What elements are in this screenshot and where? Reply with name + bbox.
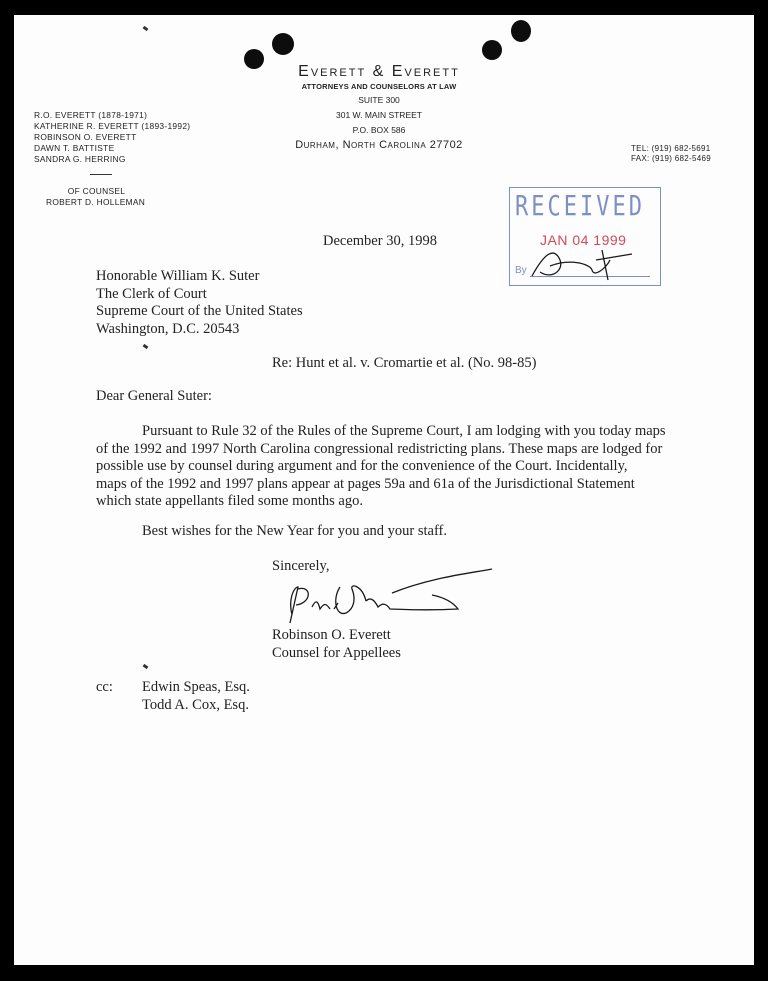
partner-name: SANDRA G. HERRING <box>34 154 126 164</box>
of-counsel-label: OF COUNSEL <box>67 186 126 196</box>
recipient-address <box>96 268 303 338</box>
handwritten-signature <box>282 563 502 633</box>
address-street: 301 W. MAIN STREET <box>336 110 422 120</box>
firm-name: Everett & Everett <box>298 63 460 80</box>
recipient-line: Honorable William K. Suter <box>96 268 260 284</box>
punch-hole <box>272 33 294 55</box>
recipient-line: Supreme Court of the United States <box>96 303 303 319</box>
cc-recipient: Todd A. Cox, Esq. <box>142 696 249 713</box>
signer-name: Robinson O. Everett <box>272 627 391 643</box>
stamp-received-text: RECEIVED <box>515 191 645 223</box>
of-counsel <box>34 186 159 208</box>
address-pobox: P.O. BOX 586 <box>352 125 406 135</box>
body-line: possible use by counsel during argument and for the convenience of the Court. Incidentally, <box>96 458 628 474</box>
of-counsel-name: ROBERT D. HOLLEMAN <box>46 197 146 207</box>
received-stamp <box>509 187 661 286</box>
contact-numbers <box>631 144 711 164</box>
partner-name: KATHERINE R. EVERETT (1893-1992) <box>34 121 191 131</box>
fax-number: FAX: (919) 682-5469 <box>631 154 711 163</box>
cc-list <box>142 679 250 714</box>
recipient-line: The Clerk of Court <box>96 285 207 302</box>
tel-number: TEL: (919) 682-5691 <box>631 144 711 153</box>
body-line: maps of the 1992 and 1997 plans appear at pages 59a and 61a of the Jurisdictional Statement <box>96 475 635 492</box>
scan-mark <box>143 26 149 31</box>
divider <box>90 174 112 175</box>
firm-address <box>284 93 474 153</box>
closing-sincerely: Sincerely, <box>272 558 330 574</box>
scan-mark <box>143 664 149 669</box>
letterhead <box>254 63 504 91</box>
partner-list <box>34 110 190 165</box>
salutation: Dear General Suter: <box>96 388 212 404</box>
address-suite: SUITE 300 <box>358 95 400 105</box>
letter-date: December 30, 1998 <box>323 233 437 249</box>
body-line: Pursuant to Rule 32 of the Rules of the Supreme Court, I am lodging with you today maps <box>142 423 666 439</box>
closing-wishes: Best wishes for the New Year for you and your staff. <box>142 523 447 539</box>
cc-recipient: Edwin Speas, Esq. <box>142 679 250 695</box>
cc-label: cc: <box>96 679 113 695</box>
partner-name: R.O. EVERETT (1878-1971) <box>34 110 148 120</box>
firm-subtitle: ATTORNEYS AND COUNSELORS AT LAW <box>301 82 457 91</box>
signature-block <box>272 627 401 662</box>
stamp-by-label: By <box>515 265 527 276</box>
scan-mark <box>143 344 149 349</box>
signer-title: Counsel for Appellees <box>272 644 401 661</box>
address-city: Durham, North Carolina 27702 <box>295 139 463 151</box>
partner-name: ROBINSON O. EVERETT <box>34 132 137 142</box>
body-line: of the 1992 and 1997 North Carolina congressional redistricting plans. These maps are lodged for <box>96 440 663 457</box>
re-line: Re: Hunt et al. v. Cromartie et al. (No. 98-85) <box>272 355 537 371</box>
letter-body <box>96 423 676 511</box>
stamp-initials-signature <box>510 188 660 285</box>
recipient-line: Washington, D.C. 20543 <box>96 320 240 337</box>
body-line: which state appellants filed some months ago. <box>96 493 363 509</box>
partner-name: DAWN T. BATTISTE <box>34 143 115 153</box>
punch-hole <box>482 40 502 60</box>
letter-page <box>14 15 754 965</box>
punch-hole <box>511 20 531 42</box>
stamp-date: JAN 04 1999 <box>540 232 627 248</box>
